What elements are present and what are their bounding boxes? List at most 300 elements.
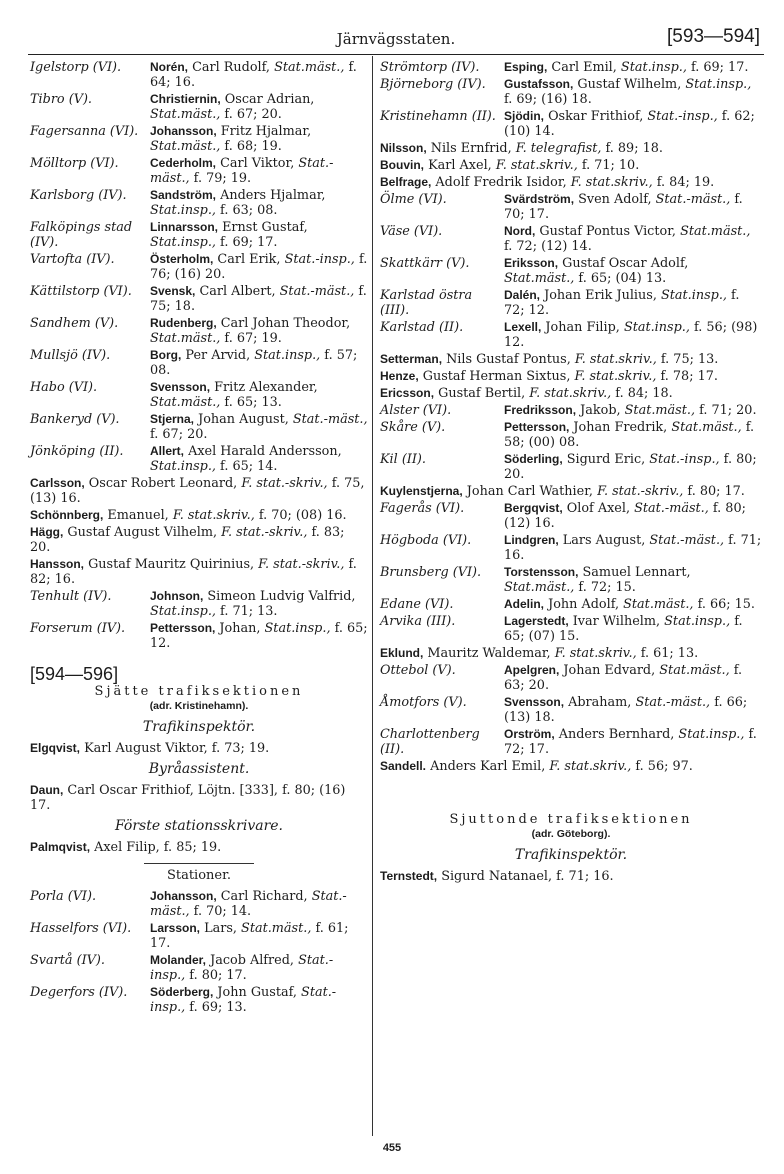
person-surname: Österholm, bbox=[150, 252, 214, 266]
person-title: Stat.mäst., bbox=[274, 60, 345, 75]
staff-entry-text bbox=[150, 252, 368, 282]
person-born-appointed: f. 75; 13. bbox=[656, 352, 719, 367]
person-born-appointed: f. 67; 20. bbox=[220, 107, 282, 122]
person-trafikinspektor-17 bbox=[380, 869, 762, 884]
station-entry bbox=[380, 695, 762, 725]
staff-entry-text bbox=[504, 109, 762, 139]
person-given-names: Johan Erik Julius, bbox=[540, 288, 657, 303]
station-name: Karlstad (II). bbox=[380, 320, 464, 335]
staff-entry-text bbox=[504, 256, 762, 286]
station-name: Degerfors (IV). bbox=[30, 985, 128, 1000]
station-name: Väse (VI). bbox=[380, 224, 443, 239]
person-given-names: Olof Axel, bbox=[562, 501, 631, 516]
person-given-names: Carl Albert, bbox=[195, 284, 276, 299]
person-surname: Cederholm, bbox=[150, 156, 217, 170]
person-surname: Apelgren, bbox=[504, 663, 560, 677]
staff-entry-text bbox=[150, 188, 368, 218]
person-surname: Dalén, bbox=[504, 288, 541, 302]
person-given-names: Carl Johan Theodor, bbox=[216, 316, 351, 331]
person-title: F. stat.-skriv., bbox=[597, 484, 684, 499]
person-title: Stat.-insp., bbox=[150, 953, 334, 983]
person-born-appointed: f. 70; 17. bbox=[504, 192, 743, 222]
station-name: Jönköping (II). bbox=[30, 444, 124, 459]
subheading-byraassistent: Byråassistent. bbox=[148, 761, 250, 777]
person-title: Stat.mäst., bbox=[504, 271, 575, 286]
staff-continuation-entry bbox=[380, 175, 762, 190]
person-born-appointed: f. 70; (08) 16. bbox=[254, 508, 347, 523]
station-entry bbox=[380, 727, 762, 757]
person-given-names: Sven Adolf, bbox=[574, 192, 652, 207]
right-column bbox=[380, 60, 762, 886]
person-title: F. stat.skriv., bbox=[529, 386, 612, 401]
person-born-appointed: f. 75, (13) 16. bbox=[30, 476, 365, 506]
staff-continuation-entry bbox=[30, 508, 368, 523]
person-surname: Borg, bbox=[150, 348, 182, 362]
person-born-appointed: f. 56; (98) 12. bbox=[504, 320, 758, 350]
person-title: F. stat.skriv., bbox=[172, 508, 255, 523]
station-entry bbox=[30, 124, 368, 154]
station-name: Forserum (IV). bbox=[30, 621, 126, 636]
person-surname: Johnson, bbox=[150, 589, 204, 603]
person-born-appointed: f. 62; (10) 14. bbox=[504, 109, 755, 139]
station-entry bbox=[380, 77, 762, 107]
person-title: F. stat.skriv., bbox=[554, 646, 637, 661]
staff-entry-text bbox=[150, 124, 368, 154]
person-title: Stat.insp., bbox=[623, 320, 690, 335]
station-name: Kristinehamn (II). bbox=[380, 109, 496, 124]
person-given-names: Gustaf August Vilhelm, bbox=[63, 525, 218, 540]
person-born-appointed: f. 80; 20. bbox=[504, 452, 757, 482]
person-surname: Rudenberg, bbox=[150, 316, 217, 330]
person-surname: Fredriksson, bbox=[504, 403, 577, 417]
stations-heading: Stationer. bbox=[166, 868, 232, 883]
staff-entry-text bbox=[150, 621, 368, 651]
person-given-names: Carl Richard, bbox=[216, 889, 308, 904]
person-title: Stat.-mäst., bbox=[649, 533, 725, 548]
staff-entry-text bbox=[150, 156, 368, 186]
divider-rule bbox=[144, 863, 254, 864]
person-title: Stat.-insp., bbox=[284, 252, 355, 267]
staff-continuation-entry bbox=[30, 557, 368, 587]
person-surname: Svensson, bbox=[504, 695, 565, 709]
staff-entry-text bbox=[504, 403, 762, 418]
station-entry bbox=[380, 192, 762, 222]
person-surname: Kuylenstjerna, bbox=[380, 484, 463, 498]
person-given-names: Johan Filip, bbox=[541, 320, 620, 335]
subheading-trafikinspektor: Trafikinspektör. bbox=[142, 719, 256, 735]
person-title: Stat.-mäst., bbox=[279, 284, 355, 299]
person-given-names: Samuel Lennart, bbox=[578, 565, 691, 580]
person-born-appointed: f. 80; (12) 16. bbox=[504, 501, 746, 531]
person-surname: Svensk, bbox=[150, 284, 196, 298]
staff-entry-text bbox=[150, 380, 368, 410]
person-given-names: Oscar Robert Leonard, bbox=[84, 476, 238, 491]
person-born-appointed: f. 70; 14. bbox=[189, 904, 252, 919]
page-number: 455 bbox=[382, 1142, 402, 1154]
left-continuations bbox=[30, 476, 368, 587]
column-divider bbox=[372, 56, 373, 1136]
person-title: Stat.-mäst., bbox=[635, 695, 711, 710]
staff-entry-text bbox=[150, 921, 368, 951]
person-title: F. stat.skriv., bbox=[574, 352, 657, 367]
right-entries-d bbox=[380, 501, 762, 644]
person-title: Stat.insp., bbox=[678, 727, 745, 742]
station-name: Habo (VI). bbox=[30, 380, 98, 395]
person-surname: Hansson, bbox=[30, 557, 85, 571]
person-born-appointed: f. 79; 19. bbox=[189, 171, 252, 186]
right-entries-a bbox=[380, 60, 762, 139]
person-title: Stat.mäst., bbox=[671, 420, 742, 435]
person-surname: Allert, bbox=[150, 444, 185, 458]
person-title: Stat.mäst., bbox=[680, 224, 751, 239]
staff-entry-text bbox=[504, 192, 762, 222]
person-surname: Lagerstedt, bbox=[504, 614, 569, 628]
person-born-appointed: f. 65; 13. bbox=[220, 395, 282, 410]
header-rule bbox=[28, 54, 764, 55]
person-surname: Sjödin, bbox=[504, 109, 544, 123]
staff-entry-text bbox=[150, 589, 368, 619]
person-born-appointed: f. 72; (12) 14. bbox=[504, 239, 592, 254]
station-entry bbox=[30, 621, 368, 651]
person-born-appointed: f. 82; 16. bbox=[30, 557, 357, 587]
person-born-appointed: f. 61; 13. bbox=[636, 646, 699, 661]
person-given-names: Jacob Alfred, bbox=[206, 953, 294, 968]
station-name: Charlottenberg (II). bbox=[380, 727, 480, 757]
person-born-appointed: f. 63; 08. bbox=[215, 203, 278, 218]
person-given-names: Fritz Hjalmar, bbox=[216, 124, 312, 139]
person-given-names: Nils Ernfrid, bbox=[426, 141, 512, 156]
person-surname: Orström, bbox=[504, 727, 555, 741]
staff-entry-text bbox=[504, 452, 762, 482]
station-entry bbox=[380, 597, 762, 612]
person-surname: Söderling, bbox=[504, 452, 563, 466]
station-entry bbox=[30, 444, 368, 474]
station-name: Strömtorp (IV). bbox=[380, 60, 480, 75]
staff-entry-text bbox=[504, 565, 762, 595]
station-entry bbox=[380, 60, 762, 75]
person-surname: Lexell, bbox=[504, 320, 542, 334]
station-name: Brunsberg (VI). bbox=[380, 565, 482, 580]
person-surname: Stjerna, bbox=[150, 412, 195, 426]
station-entry bbox=[380, 533, 762, 563]
station-entry bbox=[30, 889, 368, 919]
person-born-appointed: f. 57; 08. bbox=[150, 348, 358, 378]
person-title: Stat.mäst., bbox=[504, 580, 575, 595]
person-given-names: Johan August, bbox=[194, 412, 289, 427]
person-given-names: Karl Axel, bbox=[424, 158, 492, 173]
staff-entry-text bbox=[150, 889, 368, 919]
person-surname: Pettersson, bbox=[504, 420, 570, 434]
person-given-names: Johan Edvard, bbox=[559, 663, 656, 678]
person-born-appointed: f. 65; (07) 15. bbox=[504, 614, 743, 644]
station-entry bbox=[30, 60, 368, 90]
person-surname: Gustafsson, bbox=[504, 77, 574, 91]
person-title: F. stat.-skriv., bbox=[221, 525, 308, 540]
person-surname: Bouvin, bbox=[380, 158, 424, 172]
right-entries-b bbox=[380, 192, 762, 350]
person-surname: Ternstedt, bbox=[380, 869, 438, 883]
person-born-appointed: f. 69; 17. bbox=[215, 235, 278, 250]
staff-entry-text bbox=[504, 320, 762, 350]
person-surname: Eriksson, bbox=[504, 256, 559, 270]
station-entry bbox=[380, 403, 762, 418]
person-title: F. stat.skriv., bbox=[574, 369, 657, 384]
person-surname: Nord, bbox=[504, 224, 536, 238]
staff-entry-text bbox=[504, 597, 762, 612]
station-entry bbox=[30, 188, 368, 218]
person-title: Stat.-mäst., bbox=[655, 192, 731, 207]
spacer bbox=[380, 776, 762, 812]
person-born-appointed: f. 83; 20. bbox=[30, 525, 345, 555]
person-surname: Linnarsson, bbox=[150, 220, 219, 234]
subheading-trafikinspektor-17: Trafikinspektör. bbox=[514, 847, 628, 863]
section-heading-17: Sjuttonde trafiksektionen bbox=[449, 812, 693, 827]
person-given-names: Adolf Fredrik Isidor, bbox=[431, 175, 567, 190]
staff-entry-text bbox=[504, 60, 762, 75]
station-name: Skattkärr (V). bbox=[380, 256, 470, 271]
staff-continuation-entry bbox=[380, 386, 762, 401]
staff-entry-text bbox=[150, 92, 368, 122]
person-title: Stat.-mäst., bbox=[634, 501, 709, 516]
right-cont-c bbox=[380, 484, 762, 499]
person-given-names: Anders Karl Emil, bbox=[426, 759, 546, 774]
person-surname: Adelin, bbox=[504, 597, 545, 611]
station-name: Högboda (VI). bbox=[380, 533, 472, 548]
station-name: Vartofta (IV). bbox=[30, 252, 115, 267]
station-entry bbox=[380, 501, 762, 531]
person-given-names: Gustaf Bertil, bbox=[434, 386, 526, 401]
person-born-appointed: f. 65; (04) 13. bbox=[574, 271, 667, 286]
staff-continuation-entry bbox=[380, 158, 762, 173]
person-surname: Elgqvist, bbox=[30, 741, 81, 755]
person-born-appointed: f. 56; 97. bbox=[631, 759, 693, 774]
staff-entry-text bbox=[504, 420, 762, 450]
left-column bbox=[30, 60, 368, 1017]
station-name: Edane (VI). bbox=[380, 597, 454, 612]
staff-entry-text bbox=[504, 663, 762, 693]
person-surname: Belfrage, bbox=[380, 175, 432, 189]
station-name: Mullsjö (IV). bbox=[30, 348, 111, 363]
person-surname: Esping, bbox=[504, 60, 548, 74]
person-born-appointed: f. 80; 17. bbox=[683, 484, 745, 499]
station-name: Mölltorp (VI). bbox=[30, 156, 119, 171]
staff-entry-text bbox=[150, 284, 368, 314]
station-name: Fagerås (VI). bbox=[380, 501, 465, 516]
station-entry bbox=[380, 420, 762, 450]
person-born-appointed: f. 58; (00) 08. bbox=[504, 420, 755, 450]
station-name: Karlstad östra (III). bbox=[380, 288, 473, 318]
section-heading: Sjätte trafiksektionen bbox=[94, 684, 304, 699]
person-given-names: Nils Gustaf Pontus, bbox=[442, 352, 571, 367]
person-born-appointed: f. 61; 17. bbox=[150, 921, 349, 951]
person-born-appointed: f. 75; 18. bbox=[150, 284, 367, 314]
person-given-names: John Adolf, bbox=[544, 597, 620, 612]
station-name: Porla (VI). bbox=[30, 889, 97, 904]
person-surname: Svärdström, bbox=[504, 192, 575, 206]
station-entry bbox=[30, 348, 368, 378]
person-born-appointed: f. 84; 18. bbox=[611, 386, 673, 401]
person-title: Stat.-insp., bbox=[150, 985, 337, 1015]
station-entry bbox=[380, 565, 762, 595]
person-given-names: Oscar Adrian, bbox=[220, 92, 315, 107]
staff-entry-text bbox=[150, 444, 368, 474]
station-entry bbox=[380, 452, 762, 482]
person-title: Stat.mäst., bbox=[659, 663, 730, 678]
station-name: Skåre (V). bbox=[380, 420, 446, 435]
person-title: Stat.insp., bbox=[685, 77, 752, 92]
staff-entry-text bbox=[504, 695, 762, 725]
station-name: Svartå (IV). bbox=[30, 953, 105, 968]
person-surname: Lindgren, bbox=[504, 533, 559, 547]
person-title: F. stat.-skriv., bbox=[241, 476, 328, 491]
staff-entry-text bbox=[150, 985, 368, 1015]
person-born-appointed: f. 64; 16. bbox=[150, 60, 357, 90]
station-entry bbox=[380, 256, 762, 286]
station-entry bbox=[380, 288, 762, 318]
station-name: Åmotfors (V). bbox=[380, 695, 467, 710]
person-title: Stat.insp., bbox=[620, 60, 687, 75]
person-given-names: Fritz Alexander, bbox=[210, 380, 318, 395]
station-name: Fagersanna (VI). bbox=[30, 124, 139, 139]
person-given-names: Ivar Wilhelm, bbox=[568, 614, 661, 629]
left-entries-a bbox=[30, 60, 368, 474]
staff-entry-text bbox=[504, 288, 762, 318]
left-entries-b bbox=[30, 589, 368, 651]
person-given-names: Carl Erik, bbox=[213, 252, 281, 267]
section-address: (adr. Kristinehamn). bbox=[149, 700, 249, 712]
person-byraassistent bbox=[30, 783, 368, 813]
person-born-appointed: f. 71; 13. bbox=[215, 604, 278, 619]
person-given-names: Gustaf Pontus Victor, bbox=[535, 224, 676, 239]
person-given-names: Gustaf Wilhelm, bbox=[573, 77, 682, 92]
person-title: Stat.-mäst., bbox=[292, 412, 368, 427]
person-given-names: Abraham, bbox=[564, 695, 632, 710]
staff-entry-text bbox=[150, 220, 368, 250]
station-entry bbox=[380, 224, 762, 254]
station-name: Björneborg (IV). bbox=[380, 77, 486, 92]
person-born-appointed: f. 69; 13. bbox=[185, 1000, 247, 1015]
station-entry bbox=[30, 316, 368, 346]
station-name: Ottebol (V). bbox=[380, 663, 456, 678]
staff-continuation-entry bbox=[380, 646, 762, 661]
person-born-appointed: f. 72; 12. bbox=[504, 288, 740, 318]
person-born-appointed: f. 72; 15. bbox=[574, 580, 636, 595]
right-cont-a bbox=[380, 141, 762, 190]
person-forste-stationsskrivare bbox=[30, 840, 368, 855]
staff-entry-text bbox=[504, 533, 762, 563]
person-surname: Bergqvist, bbox=[504, 501, 563, 515]
person-title: Stat.insp., bbox=[150, 235, 216, 250]
person-given-names: Lars, bbox=[200, 921, 237, 936]
staff-continuation-entry bbox=[380, 759, 762, 774]
person-born-appointed: f. 76; (16) 20. bbox=[150, 252, 368, 282]
person-given-names: Carl Oscar Frithiof, Löjtn. [333], f. 80; (16) 17. bbox=[30, 783, 346, 813]
staff-entry-text bbox=[150, 348, 368, 378]
station-name: Tenhult (IV). bbox=[30, 589, 112, 604]
staff-entry-text bbox=[150, 953, 368, 983]
person-surname: Torstensson, bbox=[504, 565, 579, 579]
station-entry bbox=[30, 92, 368, 122]
person-surname: Sandström, bbox=[150, 188, 217, 202]
person-given-names: Gustaf Herman Sixtus, bbox=[418, 369, 571, 384]
person-surname: Ericsson, bbox=[380, 386, 435, 400]
person-born-appointed: f. 84; 19. bbox=[652, 175, 715, 190]
person-title: Stat.mäst., bbox=[150, 107, 221, 122]
person-surname: Svensson, bbox=[150, 380, 211, 394]
station-entry bbox=[30, 284, 368, 314]
person-born-appointed: f. 71; 20. bbox=[695, 403, 757, 418]
person-surname: Pettersson, bbox=[150, 621, 216, 635]
person-title: Stat.-mäst., bbox=[150, 156, 334, 186]
person-given-names: Axel Filip, f. 85; 19. bbox=[90, 840, 222, 855]
person-title: Stat.-insp., bbox=[647, 109, 718, 124]
staff-continuation-entry bbox=[30, 476, 368, 506]
person-given-names: Sigurd Natanael, f. 71; 16. bbox=[437, 869, 614, 884]
person-title: F. stat.skriv., bbox=[495, 158, 578, 173]
person-surname: Setterman, bbox=[380, 352, 443, 366]
person-given-names: Emanuel, bbox=[103, 508, 169, 523]
person-title: Stat.-insp., bbox=[649, 452, 720, 467]
person-title: Stat.mäst., bbox=[150, 395, 221, 410]
page-range: [593—594] bbox=[667, 26, 760, 47]
person-surname: Nilsson, bbox=[380, 141, 427, 155]
person-given-names: Lars August, bbox=[558, 533, 646, 548]
staff-continuation-entry bbox=[30, 525, 368, 555]
station-name: Arvika (III). bbox=[380, 614, 456, 629]
person-born-appointed: f. 69; 17. bbox=[686, 60, 749, 75]
subheading-forste-stationsskrivare: Förste stationsskrivare. bbox=[114, 818, 284, 834]
person-title: F. stat.-skriv., bbox=[258, 557, 345, 572]
station-entry bbox=[30, 953, 368, 983]
person-trafikinspektor bbox=[30, 741, 368, 756]
person-born-appointed: f. 65; 14. bbox=[215, 459, 278, 474]
staff-entry-text bbox=[504, 501, 762, 531]
station-name: Kättilstorp (VI). bbox=[30, 284, 132, 299]
station-name: Igelstorp (VI). bbox=[30, 60, 122, 75]
section-page-range: [594—596] bbox=[30, 664, 119, 684]
person-title: Stat.insp., bbox=[150, 459, 216, 474]
station-entry bbox=[30, 412, 368, 442]
person-born-appointed: f. 66; (13) 18. bbox=[504, 695, 748, 725]
person-surname: Carlsson, bbox=[30, 476, 85, 490]
station-entry bbox=[30, 156, 368, 186]
staff-continuation-entry bbox=[380, 484, 762, 499]
person-title: Stat.mäst., bbox=[623, 597, 694, 612]
person-given-names: Simeon Ludvig Valfrid, bbox=[203, 589, 356, 604]
person-given-names: Johan Fredrik, bbox=[569, 420, 668, 435]
person-surname: Sandell. bbox=[380, 759, 427, 773]
station-entry bbox=[30, 252, 368, 282]
station-entry bbox=[380, 320, 762, 350]
staff-entry-text bbox=[504, 727, 762, 757]
staff-continuation-entry bbox=[380, 141, 762, 156]
staff-entry-text bbox=[150, 412, 368, 442]
station-entry bbox=[30, 589, 368, 619]
person-given-names: Gustaf Oscar Adolf, bbox=[558, 256, 689, 271]
person-title: Stat.mäst., bbox=[624, 403, 696, 418]
person-surname: Schönnberg, bbox=[30, 508, 104, 522]
station-entry bbox=[30, 220, 368, 250]
person-born-appointed: f. 67; 20. bbox=[150, 427, 208, 442]
person-given-names: Karl August Viktor, f. 73; 19. bbox=[80, 741, 270, 756]
staff-entry-text bbox=[504, 614, 762, 644]
person-given-names: Ernst Gustaf, bbox=[218, 220, 308, 235]
person-born-appointed: f. 80; 17. bbox=[185, 968, 247, 983]
person-given-names: Sigurd Eric, bbox=[562, 452, 646, 467]
right-cont-d bbox=[380, 646, 762, 661]
station-entry bbox=[380, 614, 762, 644]
person-surname: Norén, bbox=[150, 60, 189, 74]
